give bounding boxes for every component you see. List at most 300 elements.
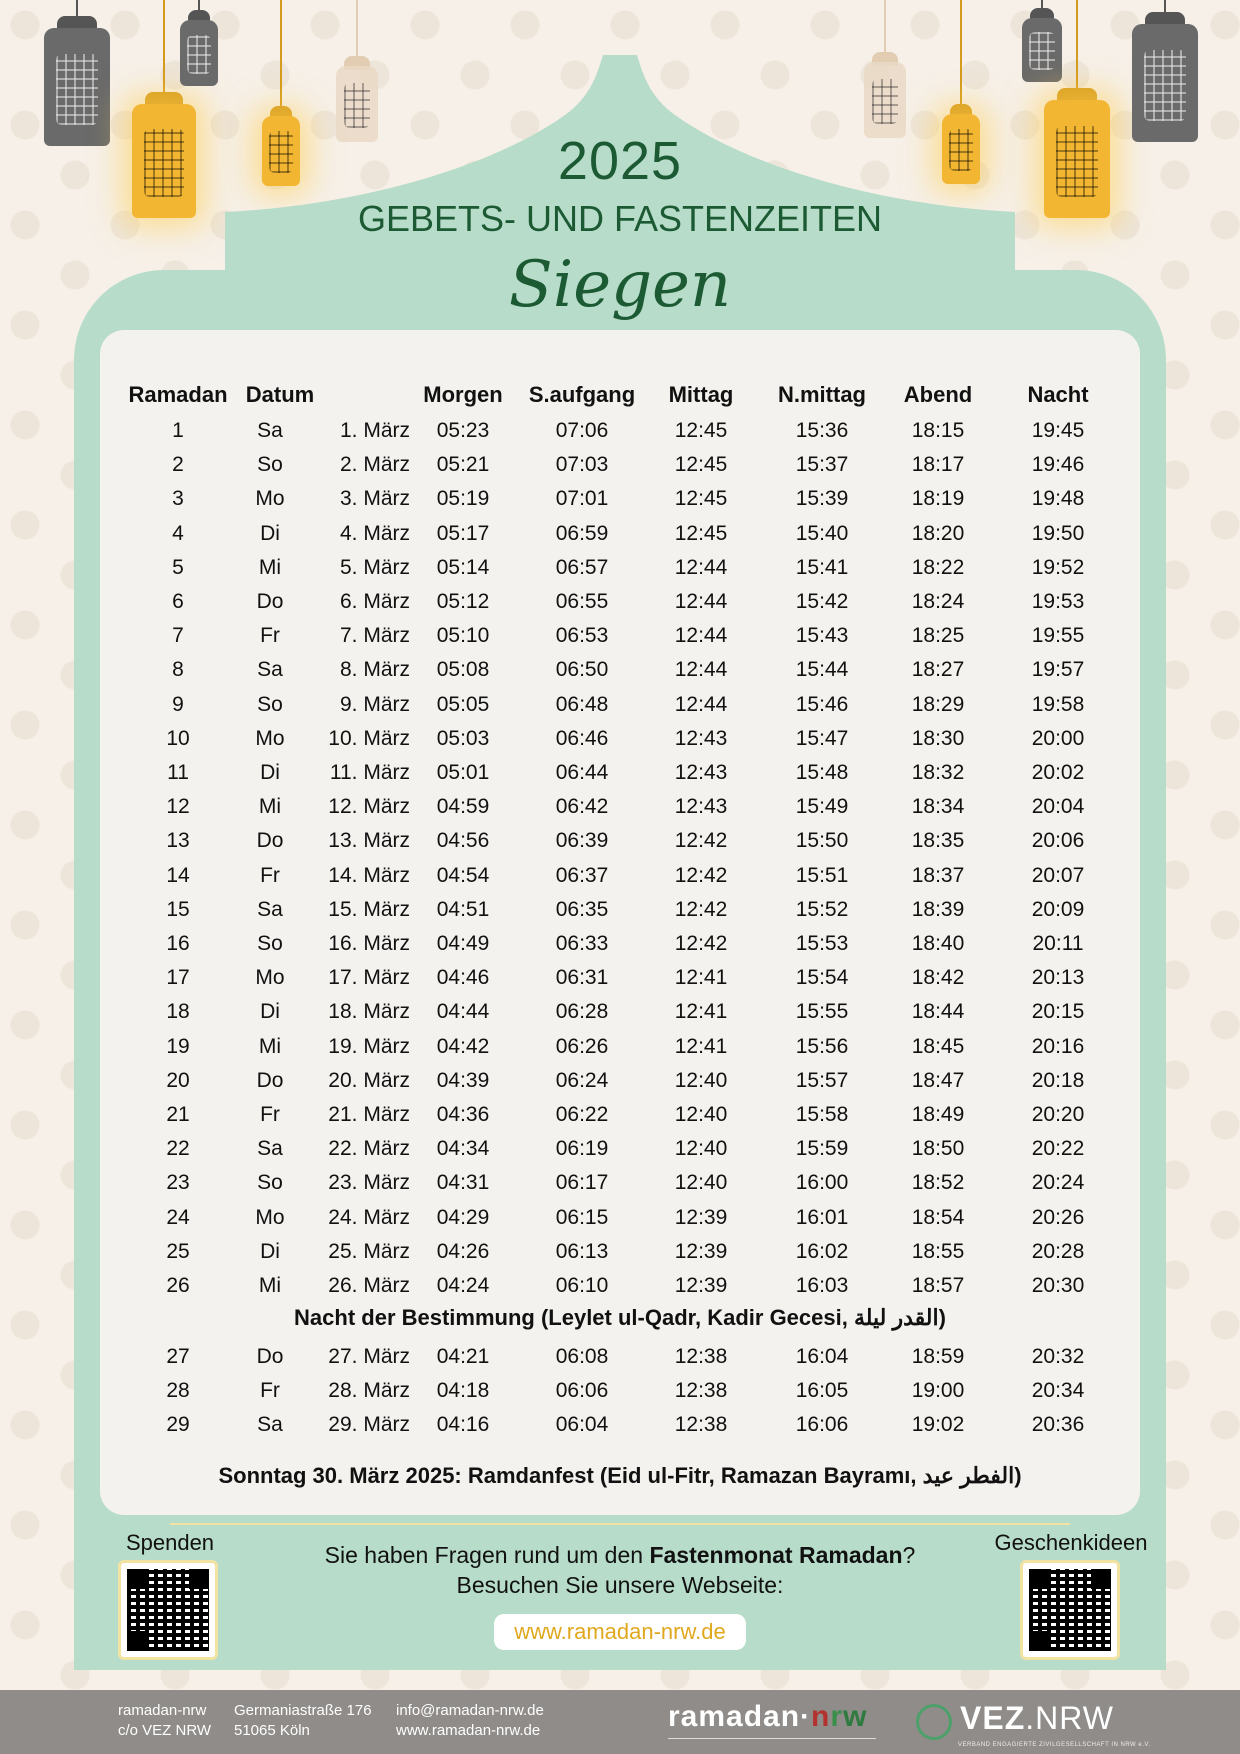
- weekday: So: [257, 453, 283, 477]
- evening-time: 18:57: [911, 1274, 965, 1297]
- noon-time: 12:42: [674, 829, 728, 853]
- table-row: [0, 1171, 1240, 1205]
- afternoon-time: 15:42: [795, 590, 849, 613]
- weekday: Sa: [257, 1137, 283, 1161]
- date: 2. März: [339, 453, 410, 477]
- morning-time: 05:10: [436, 624, 490, 648]
- afternoon-time: 15:53: [795, 932, 849, 955]
- date: 12. März: [328, 795, 410, 819]
- morning-time: 05:08: [436, 658, 490, 682]
- afternoon-time: 15:47: [795, 726, 849, 750]
- morning-time: 04:56: [436, 829, 490, 853]
- noon-time: 12:45: [674, 419, 728, 442]
- ramadan-day: 4: [172, 521, 184, 545]
- night-time: 20:24: [1031, 1171, 1085, 1195]
- sunrise-time: 06:04: [555, 1413, 609, 1437]
- night-time: 19:55: [1031, 624, 1085, 648]
- morning-time: 05:01: [436, 761, 490, 784]
- noon-time: 12:43: [674, 726, 728, 750]
- sunrise-time: 06:55: [555, 590, 609, 613]
- noon-time: 12:39: [674, 1239, 728, 1263]
- evening-time: 18:24: [911, 590, 965, 613]
- sunrise-time: 06:10: [555, 1274, 609, 1297]
- ramadan-day: 6: [172, 590, 184, 613]
- date: 21. März: [328, 1103, 410, 1126]
- sunrise-time: 06:39: [555, 829, 609, 853]
- noon-time: 12:45: [674, 453, 728, 477]
- date: 24. März: [328, 1205, 410, 1229]
- website-link[interactable]: www.ramadan-nrw.de: [494, 1614, 746, 1650]
- sunrise-time: 07:03: [555, 453, 609, 477]
- column-header: Morgen: [423, 382, 503, 407]
- ramadan-day: 3: [172, 487, 184, 511]
- table-row: [0, 829, 1240, 863]
- evening-time: 18:17: [911, 453, 965, 477]
- afternoon-time: 15:37: [795, 453, 849, 477]
- weekday: Sa: [257, 897, 283, 921]
- date: 14. März: [328, 863, 410, 887]
- vez-subtitle: VERBAND ENGAGIERTE ZIVILGESELLSCHAFT IN NRW e.V.: [958, 1742, 1151, 1748]
- table-row: [0, 556, 1240, 590]
- night-time: 20:22: [1031, 1137, 1085, 1161]
- afternoon-time: 15:39: [795, 487, 849, 511]
- afternoon-time: 16:06: [795, 1413, 849, 1437]
- table-row: [0, 419, 1240, 453]
- weekday: Mi: [258, 1274, 282, 1297]
- sunrise-time: 06:50: [555, 658, 609, 682]
- date: 15. März: [328, 897, 410, 921]
- night-time: 20:15: [1031, 1000, 1085, 1024]
- table-row: [0, 1035, 1240, 1069]
- evening-time: 19:00: [911, 1379, 965, 1403]
- sunrise-time: 06:35: [555, 897, 609, 921]
- table-row: [0, 1413, 1240, 1447]
- date: 8. März: [339, 658, 410, 682]
- ramadan-day: 28: [166, 1379, 190, 1403]
- afternoon-time: 15:36: [795, 419, 849, 442]
- evening-time: 18:54: [911, 1205, 965, 1229]
- evening-time: 18:22: [911, 555, 965, 579]
- weekday: Do: [256, 829, 284, 853]
- noon-time: 12:43: [674, 761, 728, 784]
- city-name: Siegen: [508, 248, 732, 322]
- ramadan-day: 21: [166, 1103, 190, 1126]
- column-header: N.mittag: [778, 382, 866, 407]
- evening-time: 18:49: [911, 1103, 965, 1126]
- afternoon-time: 15:41: [795, 555, 849, 579]
- evening-time: 18:25: [911, 624, 965, 648]
- table-row: [0, 727, 1240, 761]
- afternoon-time: 15:51: [795, 863, 849, 887]
- night-time: 20:07: [1031, 863, 1085, 887]
- afternoon-time: 15:58: [795, 1103, 849, 1126]
- ramadan-day: 27: [166, 1345, 190, 1368]
- evening-time: 18:55: [911, 1239, 965, 1263]
- weekday: Di: [260, 1239, 280, 1263]
- noon-time: 12:42: [674, 863, 728, 887]
- date: 7. März: [339, 624, 410, 648]
- weekday: Mi: [258, 1034, 282, 1058]
- morning-time: 04:24: [436, 1274, 490, 1297]
- evening-time: 18:15: [911, 419, 965, 442]
- ramadan-day: 10: [166, 726, 190, 750]
- table-row: [0, 693, 1240, 727]
- morning-time: 04:18: [436, 1379, 490, 1403]
- ramadan-day: 19: [166, 1034, 190, 1058]
- morning-time: 05:23: [436, 419, 490, 442]
- column-header: Abend: [903, 382, 973, 407]
- noon-time: 12:39: [674, 1205, 728, 1229]
- sunrise-time: 06:15: [555, 1205, 609, 1229]
- afternoon-time: 15:48: [795, 761, 849, 784]
- page-title: GEBETS- UND FASTENZEITEN: [357, 198, 883, 239]
- ramadan-day: 16: [166, 932, 190, 955]
- night-time: 20:20: [1031, 1103, 1085, 1126]
- afternoon-time: 16:03: [795, 1274, 849, 1297]
- date: 22. März: [328, 1137, 410, 1161]
- weekday: Mo: [255, 487, 285, 511]
- afternoon-time: 15:50: [795, 829, 849, 853]
- sunrise-time: 06:19: [555, 1137, 609, 1161]
- morning-time: 04:26: [436, 1239, 490, 1263]
- date: 29. März: [328, 1413, 410, 1437]
- sunrise-time: 06:17: [555, 1171, 609, 1195]
- morning-time: 04:31: [436, 1171, 490, 1195]
- morning-time: 05:03: [436, 726, 490, 750]
- weekday: Fr: [260, 1379, 280, 1403]
- ramadan-day: 26: [166, 1274, 190, 1297]
- table-row: [0, 761, 1240, 795]
- noon-time: 12:44: [674, 555, 728, 579]
- table-header: [0, 382, 1240, 416]
- weekday: Sa: [257, 419, 283, 442]
- morning-time: 04:39: [436, 1068, 490, 1092]
- night-time: 20:26: [1031, 1205, 1085, 1229]
- footer-email[interactable]: info@ramadan-nrw.de: [396, 1702, 544, 1719]
- date: 26. März: [328, 1274, 410, 1297]
- weekday: Mo: [255, 726, 285, 750]
- weekday: Do: [256, 590, 284, 613]
- ramadan-day: 25: [166, 1239, 190, 1263]
- table-row: [0, 487, 1240, 521]
- sunrise-time: 06:08: [555, 1345, 609, 1368]
- evening-time: 18:35: [911, 829, 965, 853]
- noon-time: 12:41: [674, 1000, 728, 1024]
- visit-text: Besuchen Sie unsere Webseite:: [456, 1572, 784, 1598]
- footer-web[interactable]: www.ramadan-nrw.de: [396, 1722, 541, 1739]
- weekday: Fr: [260, 863, 280, 887]
- ramadan-day: 14: [166, 863, 190, 887]
- weekday: Sa: [257, 1413, 283, 1437]
- morning-time: 04:29: [436, 1205, 490, 1229]
- sunrise-time: 06:13: [555, 1239, 609, 1263]
- afternoon-time: 16:05: [795, 1379, 849, 1403]
- table-row: [0, 453, 1240, 487]
- night-time: 20:06: [1031, 829, 1085, 853]
- footer: [0, 1690, 1240, 1754]
- gift-ideas-label: Geschenkideen: [994, 1530, 1148, 1555]
- sunrise-time: 07:01: [555, 487, 609, 511]
- morning-time: 05:21: [436, 453, 490, 477]
- evening-time: 18:32: [911, 761, 965, 784]
- ramadan-day: 23: [166, 1171, 190, 1195]
- morning-time: 04:44: [436, 1000, 490, 1024]
- table-row: [0, 1379, 1240, 1413]
- morning-time: 04:51: [436, 897, 490, 921]
- afternoon-time: 15:59: [795, 1137, 849, 1161]
- noon-time: 12:43: [674, 795, 728, 819]
- weekday: So: [257, 932, 283, 955]
- date: 25. März: [328, 1239, 410, 1263]
- evening-time: 18:47: [911, 1068, 965, 1092]
- ramadan-day: 1: [172, 419, 184, 442]
- ramadan-day: 29: [166, 1413, 190, 1437]
- morning-time: 04:34: [436, 1137, 490, 1161]
- date: 6. März: [339, 590, 410, 613]
- night-time: 19:48: [1031, 487, 1085, 511]
- night-time: 20:30: [1031, 1274, 1085, 1297]
- sunrise-time: 06:33: [555, 932, 609, 955]
- afternoon-time: 15:49: [795, 795, 849, 819]
- night-time: 20:18: [1031, 1068, 1085, 1092]
- donate-label: Spenden: [125, 1530, 215, 1555]
- night-time: 20:04: [1031, 795, 1085, 819]
- morning-time: 04:42: [436, 1034, 490, 1058]
- table-row: [0, 590, 1240, 624]
- night-time: 20:36: [1031, 1413, 1085, 1437]
- evening-time: 18:27: [911, 658, 965, 682]
- afternoon-time: 15:52: [795, 897, 849, 921]
- sunrise-time: 07:06: [555, 419, 609, 442]
- page-year: 2025: [557, 131, 683, 191]
- qadr-night-note: Nacht der Bestimmung (Leylet ul-Qadr, Kadir Gecesi, القدر ليلة): [294, 1305, 946, 1330]
- table-row: [0, 932, 1240, 966]
- date: 19. März: [328, 1034, 410, 1058]
- date: 27. März: [328, 1345, 410, 1368]
- noon-time: 12:38: [674, 1345, 728, 1368]
- date: 5. März: [339, 555, 410, 579]
- date: 10. März: [328, 726, 410, 750]
- evening-time: 18:30: [911, 726, 965, 750]
- weekday: Sa: [257, 658, 283, 682]
- table-row: [0, 864, 1240, 898]
- sunrise-time: 06:44: [555, 761, 609, 784]
- night-time: 19:45: [1031, 419, 1085, 442]
- weekday: Do: [256, 1068, 284, 1092]
- table-row: [0, 1137, 1240, 1171]
- table-row: [0, 1103, 1240, 1137]
- table-row: [0, 898, 1240, 932]
- date: 20. März: [328, 1068, 410, 1092]
- evening-time: 18:37: [911, 863, 965, 887]
- noon-time: 12:40: [674, 1103, 728, 1126]
- lantern-icon: [44, 0, 110, 150]
- sunrise-time: 06:46: [555, 726, 609, 750]
- date: 17. März: [328, 966, 410, 990]
- ramadan-day: 24: [166, 1205, 190, 1229]
- afternoon-time: 16:04: [795, 1345, 849, 1368]
- date: 3. März: [339, 487, 410, 511]
- logo-underline: [668, 1738, 876, 1746]
- night-time: 20:16: [1031, 1034, 1085, 1058]
- sunrise-time: 06:59: [555, 521, 609, 545]
- evening-time: 18:45: [911, 1034, 965, 1058]
- noon-time: 12:44: [674, 624, 728, 648]
- table-row: [0, 795, 1240, 829]
- morning-time: 04:36: [436, 1103, 490, 1126]
- evening-time: 18:52: [911, 1171, 965, 1195]
- ramadan-day: 22: [166, 1137, 190, 1161]
- ramadan-day: 13: [166, 829, 190, 853]
- date: 11. März: [329, 761, 410, 784]
- date: 1. März: [339, 419, 410, 442]
- weekday: Mi: [258, 795, 282, 819]
- noon-time: 12:40: [674, 1171, 728, 1195]
- evening-time: 18:44: [911, 1000, 965, 1024]
- column-header: S.aufgang: [528, 382, 636, 407]
- table-row: [0, 1206, 1240, 1240]
- column-header: Datum: [245, 382, 315, 407]
- evening-time: 18:39: [911, 897, 965, 921]
- night-time: 19:57: [1031, 658, 1085, 682]
- afternoon-time: 15:43: [795, 624, 849, 648]
- night-time: 19:58: [1031, 692, 1085, 716]
- vez-leaf-icon: [916, 1704, 952, 1740]
- morning-time: 05:12: [436, 590, 490, 613]
- afternoon-time: 16:01: [795, 1205, 849, 1229]
- morning-time: 04:16: [436, 1413, 490, 1437]
- noon-time: 12:42: [674, 897, 728, 921]
- weekday: Mo: [255, 966, 285, 990]
- date: 16. März: [328, 932, 410, 955]
- table-row: [0, 1345, 1240, 1379]
- weekday: So: [257, 1171, 283, 1195]
- lantern-icon: [180, 0, 218, 90]
- lantern-icon: [864, 0, 906, 140]
- morning-time: 05:19: [436, 487, 490, 511]
- evening-time: 18:42: [911, 966, 965, 990]
- sunrise-time: 06:57: [555, 555, 609, 579]
- noon-time: 12:44: [674, 658, 728, 682]
- ramadan-nrw-logo: ramadan·nrw: [668, 1700, 868, 1733]
- morning-time: 04:21: [436, 1345, 490, 1368]
- ramadan-day: 9: [172, 692, 184, 716]
- table-row: [0, 522, 1240, 556]
- date: 13. März: [328, 829, 410, 853]
- evening-time: 18:59: [911, 1345, 965, 1368]
- afternoon-time: 15:57: [795, 1068, 849, 1092]
- afternoon-time: 16:00: [795, 1171, 849, 1195]
- evening-time: 19:02: [911, 1413, 965, 1437]
- table-row: [0, 658, 1240, 692]
- noon-time: 12:38: [674, 1413, 728, 1437]
- afternoon-time: 15:55: [795, 1000, 849, 1024]
- night-time: 20:13: [1031, 966, 1085, 990]
- question-text: Sie haben Fragen rund um den Fastenmonat Ramadan?: [324, 1542, 916, 1568]
- table-row: [0, 966, 1240, 1000]
- date: 9. März: [339, 692, 410, 716]
- night-time: 19:50: [1031, 521, 1085, 545]
- afternoon-time: 15:44: [795, 658, 849, 682]
- night-time: 20:11: [1032, 932, 1084, 955]
- ramadan-day: 12: [166, 795, 190, 819]
- weekday: Di: [260, 761, 280, 784]
- column-header: Mittag: [668, 382, 734, 407]
- column-header: Ramadan: [128, 382, 228, 407]
- sunrise-time: 06:48: [555, 692, 609, 716]
- weekday: Di: [260, 521, 280, 545]
- weekday: Mi: [258, 555, 282, 579]
- evening-time: 18:19: [911, 487, 965, 511]
- ramadan-day: 8: [172, 658, 184, 682]
- table-row: [0, 1240, 1240, 1274]
- weekday: So: [257, 692, 283, 716]
- evening-time: 18:34: [911, 795, 965, 819]
- sunrise-time: 06:31: [555, 966, 609, 990]
- morning-time: 04:54: [436, 863, 490, 887]
- night-time: 19:46: [1031, 453, 1085, 477]
- noon-time: 12:40: [674, 1137, 728, 1161]
- sunrise-time: 06:37: [555, 863, 609, 887]
- weekday: Di: [260, 1000, 280, 1024]
- night-time: 20:09: [1031, 897, 1085, 921]
- noon-time: 12:41: [674, 1034, 728, 1058]
- evening-time: 18:20: [911, 521, 965, 545]
- date: 4. März: [339, 521, 410, 545]
- night-time: 20:34: [1031, 1379, 1085, 1403]
- noon-time: 12:38: [674, 1379, 728, 1403]
- ramadan-day: 17: [166, 966, 190, 990]
- noon-time: 12:44: [674, 590, 728, 613]
- afternoon-time: 15:54: [795, 966, 849, 990]
- footer-org: ramadan-nrw c/o VEZ NRW: [118, 1702, 212, 1739]
- morning-time: 04:59: [436, 795, 490, 819]
- weekday: Mo: [255, 1205, 285, 1229]
- eid-note: Sonntag 30. März 2025: Ramdanfest (Eid ul-Fitr, Ramazan Bayramı, الفطر عيد): [218, 1463, 1022, 1488]
- ramadan-day: 11: [167, 761, 189, 784]
- table-row: [0, 1069, 1240, 1103]
- table-row: [0, 1274, 1240, 1308]
- ramadan-day: 18: [166, 1000, 190, 1024]
- sunrise-time: 06:53: [555, 624, 609, 648]
- evening-time: 18:40: [911, 932, 965, 955]
- date: 28. März: [328, 1379, 410, 1403]
- date: 18. März: [328, 1000, 410, 1024]
- lantern-icon: [1132, 0, 1198, 145]
- divider: [170, 1523, 1070, 1525]
- afternoon-time: 15:56: [795, 1034, 849, 1058]
- noon-time: 12:40: [674, 1068, 728, 1092]
- sunrise-time: 06:24: [555, 1068, 609, 1092]
- weekday: Fr: [260, 1103, 280, 1126]
- night-time: 20:32: [1031, 1345, 1085, 1368]
- noon-time: 12:45: [674, 487, 728, 511]
- ramadan-day: 7: [172, 624, 184, 648]
- morning-time: 05:05: [436, 692, 490, 716]
- afternoon-time: 15:40: [795, 521, 849, 545]
- column-header: Nacht: [1027, 382, 1089, 407]
- table-row: [0, 624, 1240, 658]
- morning-time: 04:46: [436, 966, 490, 990]
- evening-time: 18:50: [911, 1137, 965, 1161]
- night-time: 20:00: [1031, 726, 1085, 750]
- noon-time: 12:41: [674, 966, 728, 990]
- ramadan-day: 2: [172, 453, 184, 477]
- table-row: [0, 1000, 1240, 1034]
- footer-contact: [396, 1701, 544, 1741]
- ramadan-day: 5: [172, 555, 184, 579]
- noon-time: 12:45: [674, 521, 728, 545]
